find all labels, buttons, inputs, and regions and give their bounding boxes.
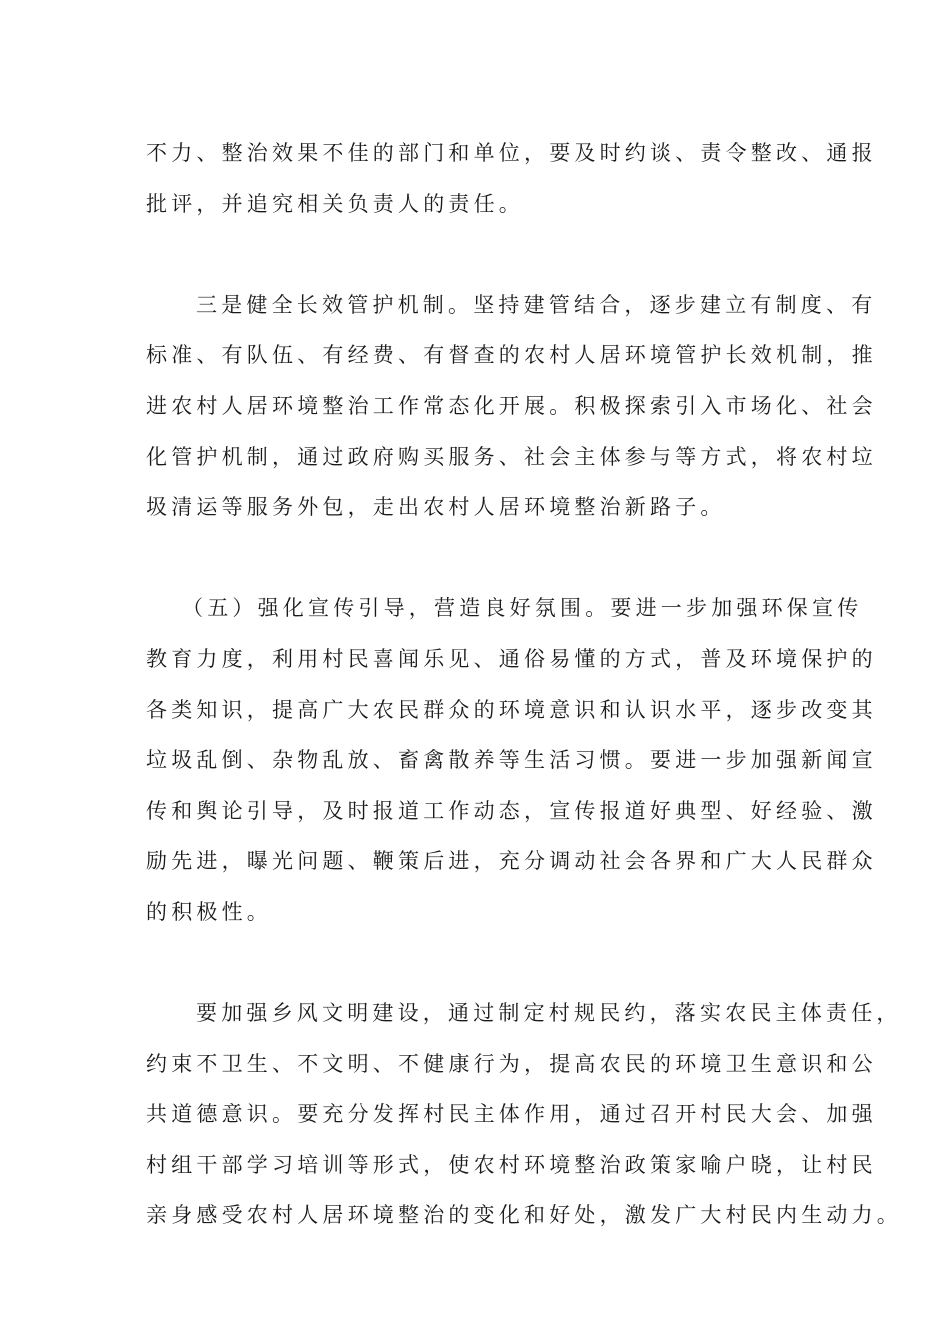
text-line: 批评，并追究相关负责人的责任。 xyxy=(146,191,524,216)
text-line: 圾清运等服务外包，走出农村人居环境整治新路子。 xyxy=(146,495,726,520)
paragraph-start-line: （五）强化宣传引导，营造良好氛围。要进一步加强环保宣传 xyxy=(182,596,863,621)
text-line: 垃圾乱倒、杂物乱放、畜禽散养等生活习惯。要进一步加强新闻宣 xyxy=(146,748,877,773)
paragraph-start-line: 要加强乡风文明建设，通过制定村规民约，落实农民主体责任， xyxy=(196,1001,902,1026)
text-line: 不力、整治效果不佳的部门和单位，要及时约谈、责令整改、通报 xyxy=(146,141,877,165)
text-line: 共道德意识。要充分发挥村民主体作用，通过召开村民大会、加强 xyxy=(146,1102,877,1127)
text-line: 进农村人居环境整治工作常态化开展。积极探索引入市场化、社会 xyxy=(146,393,877,418)
text-line: 村组干部学习培训等形式，使农村环境整治政策家喻户晓，让村民 xyxy=(146,1152,877,1177)
text-line: 亲身感受农村人居环境整治的变化和好处，激发广大村民内生动力。 xyxy=(146,1203,902,1228)
text-line: 教育力度，利用村民喜闻乐见、通俗易懂的方式，普及环境保护的 xyxy=(146,646,877,671)
text-line: 约束不卫生、不文明、不健康行为，提高农民的环境卫生意识和公 xyxy=(146,1051,877,1076)
paragraph-start-line: 三是健全长效管护机制。坚持建管结合，逐步建立有制度、有 xyxy=(196,292,877,317)
document-body xyxy=(146,128,902,1241)
text-line: 励先进，曝光问题、鞭策后进，充分调动社会各界和广大人民群众 xyxy=(146,849,877,874)
text-line: 标准、有队伍、有经费、有督查的农村人居环境管护长效机制，推 xyxy=(146,343,877,368)
blank-line xyxy=(146,533,812,584)
blank-line xyxy=(146,938,812,989)
text-line: 传和舆论引导，及时报道工作动态，宣传报道好典型、好经验、激 xyxy=(146,798,877,823)
text-line: 的积极性。 xyxy=(146,899,272,924)
text-line: 化管护机制，通过政府购买服务、社会主体参与等方式，将农村垃 xyxy=(146,444,877,469)
text-line: 各类知识，提高广大农民群众的环境意识和认识水平，逐步改变其 xyxy=(146,697,877,722)
blank-line xyxy=(146,229,812,280)
